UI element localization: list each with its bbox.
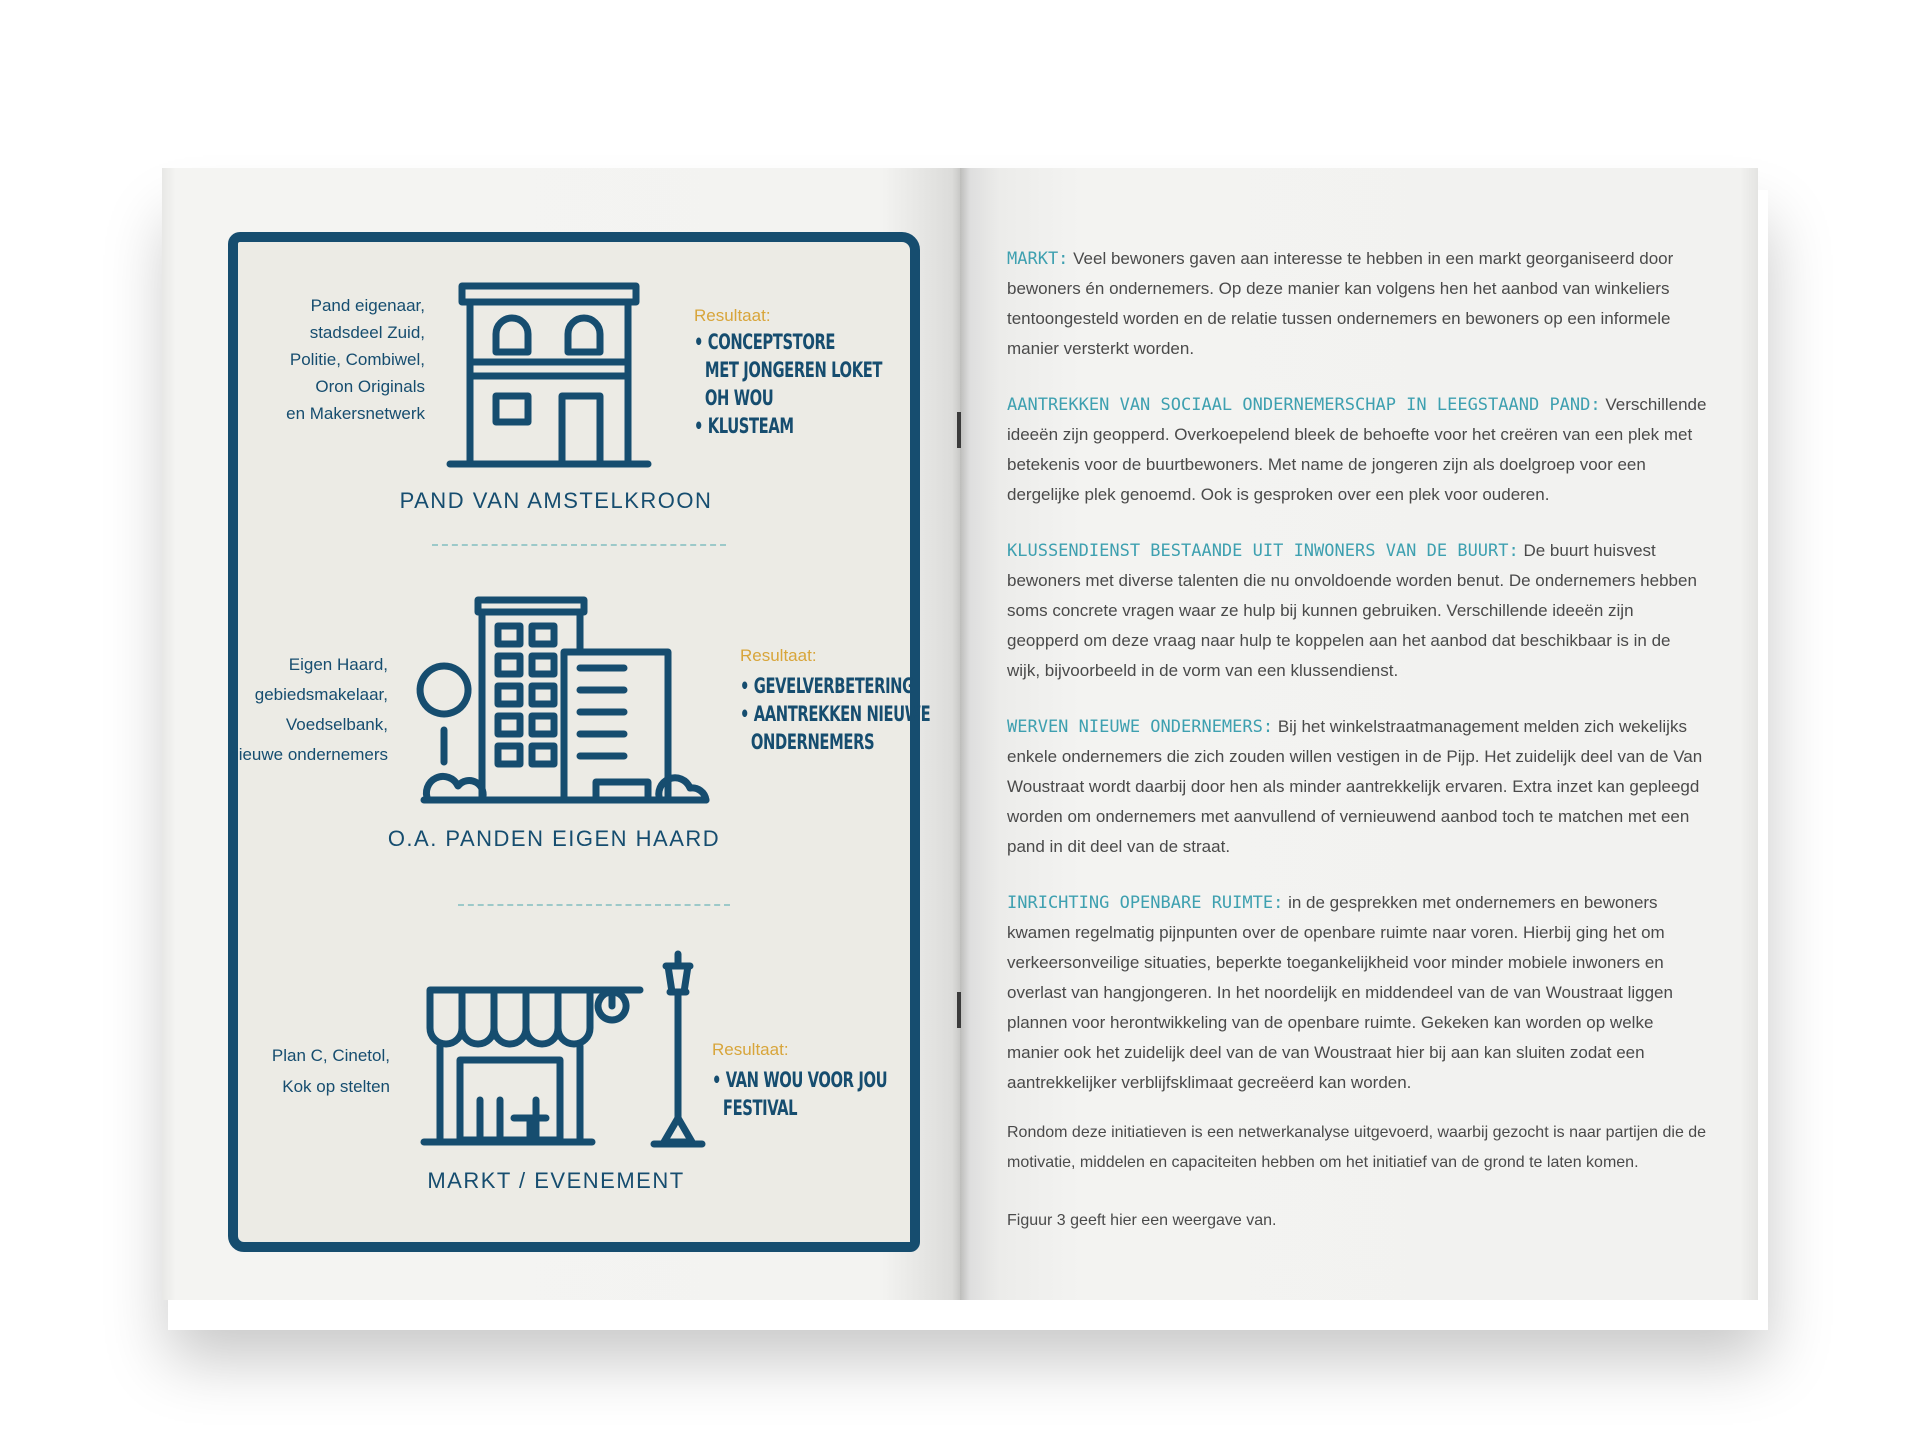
results-list-3 xyxy=(712,1066,887,1122)
result-item: ONDERNEMERS xyxy=(750,730,875,754)
result-item: • AANTREKKEN NIEUWE xyxy=(740,702,931,726)
paragraph-heading: MARKT: xyxy=(1007,249,1069,269)
paragraph-klussendienst xyxy=(1007,536,1707,686)
results-list-1 xyxy=(694,328,882,440)
figure-reference: Figuur 3 geeft hier een weergave van. xyxy=(1007,1212,1277,1229)
stakeholder: Eigen Haard, xyxy=(288,655,388,674)
stakeholder: Oron Originals xyxy=(315,377,425,396)
result-label-2: Resultaat: xyxy=(740,646,817,665)
paragraph-body: De buurt huisvest bewoners met diverse talenten die nu onvoldoende worden benut. De ondernemers hebben soms concrete vragen waar ze hulp bij kunnen gebruiken. Verschillende ideeën zijn geopperd om deze vraag naar hulp te koppelen aan het aanbod dat beschikbaar is in de wijk, bijvoorbeeld in de vorm van een klussendienst. xyxy=(1007,541,1697,680)
result-item: FESTIVAL xyxy=(722,1096,798,1120)
stakeholder: gebiedsmakelaar, xyxy=(254,685,388,704)
stakeholder: stadsdeel Zuid, xyxy=(309,323,425,342)
paragraph-heading: AANTREKKEN VAN SOCIAAL ONDERNEMERSCHAP IN LEEGSTAAND PAND: xyxy=(1007,395,1601,415)
results-list-2 xyxy=(740,672,930,756)
paragraph-markt xyxy=(1007,244,1707,364)
paragraph-openbare-ruimte xyxy=(1007,888,1707,1098)
apartment-blocks-icon xyxy=(420,592,710,812)
divider xyxy=(458,904,730,906)
caption-2: O.A. PANDEN EIGEN HAARD xyxy=(387,826,721,851)
caption-1: PAND VAN AMSTELKROON xyxy=(399,488,713,513)
stakeholder: Voedselbank, xyxy=(285,715,388,734)
stakeholder: Politie, Combiwel, xyxy=(289,350,425,369)
result-item: • CONCEPTSTORE xyxy=(694,330,836,354)
stakeholder: nieuwe ondernemers xyxy=(229,745,388,764)
stakeholder: Plan C, Cinetol, xyxy=(271,1046,390,1065)
binding-staple xyxy=(957,992,961,1028)
result-item: • KLUSTEAM xyxy=(694,414,794,438)
paragraph-sociaal-ondernemerschap xyxy=(1007,390,1707,510)
stakeholders-list-2 xyxy=(229,650,388,770)
stakeholders-list-3 xyxy=(272,1040,390,1102)
market-stall-icon xyxy=(418,950,718,1150)
paragraph-body: Verschillende ideeën zijn geopperd. Overkoepelend bleek de behoefte voor het creëren van een plek met betekenis voor de buurtbewoners. Met name de jongeren zijn als doelgroep voor een dergelijke plek genoemd. Ook is gesproken over een plek voor ouderen. xyxy=(1007,395,1707,504)
building-icon xyxy=(440,272,670,472)
stakeholder: en Makersnetwerk xyxy=(286,404,425,423)
result-item: • GEVELVERBETERING xyxy=(740,674,914,698)
result-item: MET JONGEREN LOKET xyxy=(704,358,883,382)
paragraph-body: in de gesprekken met ondernemers en bewoners kwamen regelmatig pijnpunten over de openbare ruimte naar voren. Hierbij ging het om verkeersonveilige situaties, beperkte toegankelijkheid voor minder mobiele inwoners en overlast van hangjongeren. In het noordelijk en middendeel van de van Woustraat liggen plannen voor herontwikkeling van de openbare ruimte. Gekeken kan worden op welke manier ook het zuidelijk deel van de van Woustraat hier bij aan kan sluiten zodat een aantrekkelijker verblijfsklimaat gecreëerd kan worden. xyxy=(1007,893,1673,1092)
stakeholder: Kok op stelten xyxy=(282,1077,390,1096)
paragraph-body: Bij het winkelstraatmanagement melden zich wekelijks enkele ondernemers die zich zouden willen vestigen in de Pijp. Het zuidelijk deel van de Van Woustraat wordt daarbij door hen als minder aantrekkelijk ervaren. Extra inzet kan gepleegd worden om ondernemers met aanvullend of vernieuwend aanbod toch te matchen met een pand in dit deel van de straat. xyxy=(1007,717,1703,856)
stakeholders-list-1 xyxy=(286,292,425,427)
paragraph-heading: KLUSSENDIENST BESTAANDE UIT INWONERS VAN DE BUURT: xyxy=(1007,541,1519,561)
paragraph-body: Veel bewoners gaven aan interesse te hebben in een markt georganiseerd door bewoners én ondernemers. Op deze manier kan volgens hen het aanbod van winkeliers tentoongesteld worden en de relatie tussen ondernemers en bewoners op een informele manier versterkt worden. xyxy=(1007,249,1674,358)
stakeholder: Pand eigenaar, xyxy=(310,296,425,315)
result-item: OH WOU xyxy=(704,386,774,410)
closing-paragraph: Rondom deze initiatieven is een netwerkanalyse uitgevoerd, waarbij gezocht is naar partijen die de motivatie, middelen en capaciteiten hebben om het initiatief van de grond te laten komen. xyxy=(1007,1124,1707,1171)
divider xyxy=(432,544,726,546)
binding-staple xyxy=(957,412,961,448)
result-label-3: Resultaat: xyxy=(712,1040,789,1059)
result-item: • VAN WOU VOOR JOU xyxy=(712,1068,888,1092)
paragraph-nieuwe-ondernemers xyxy=(1007,712,1707,862)
paragraph-heading: INRICHTING OPENBARE RUIMTE: xyxy=(1007,893,1284,913)
paragraph-heading: WERVEN NIEUWE ONDERNEMERS: xyxy=(1007,717,1274,737)
result-label-1: Resultaat: xyxy=(694,306,771,325)
caption-3: MARKT / EVENEMENT xyxy=(427,1168,685,1193)
